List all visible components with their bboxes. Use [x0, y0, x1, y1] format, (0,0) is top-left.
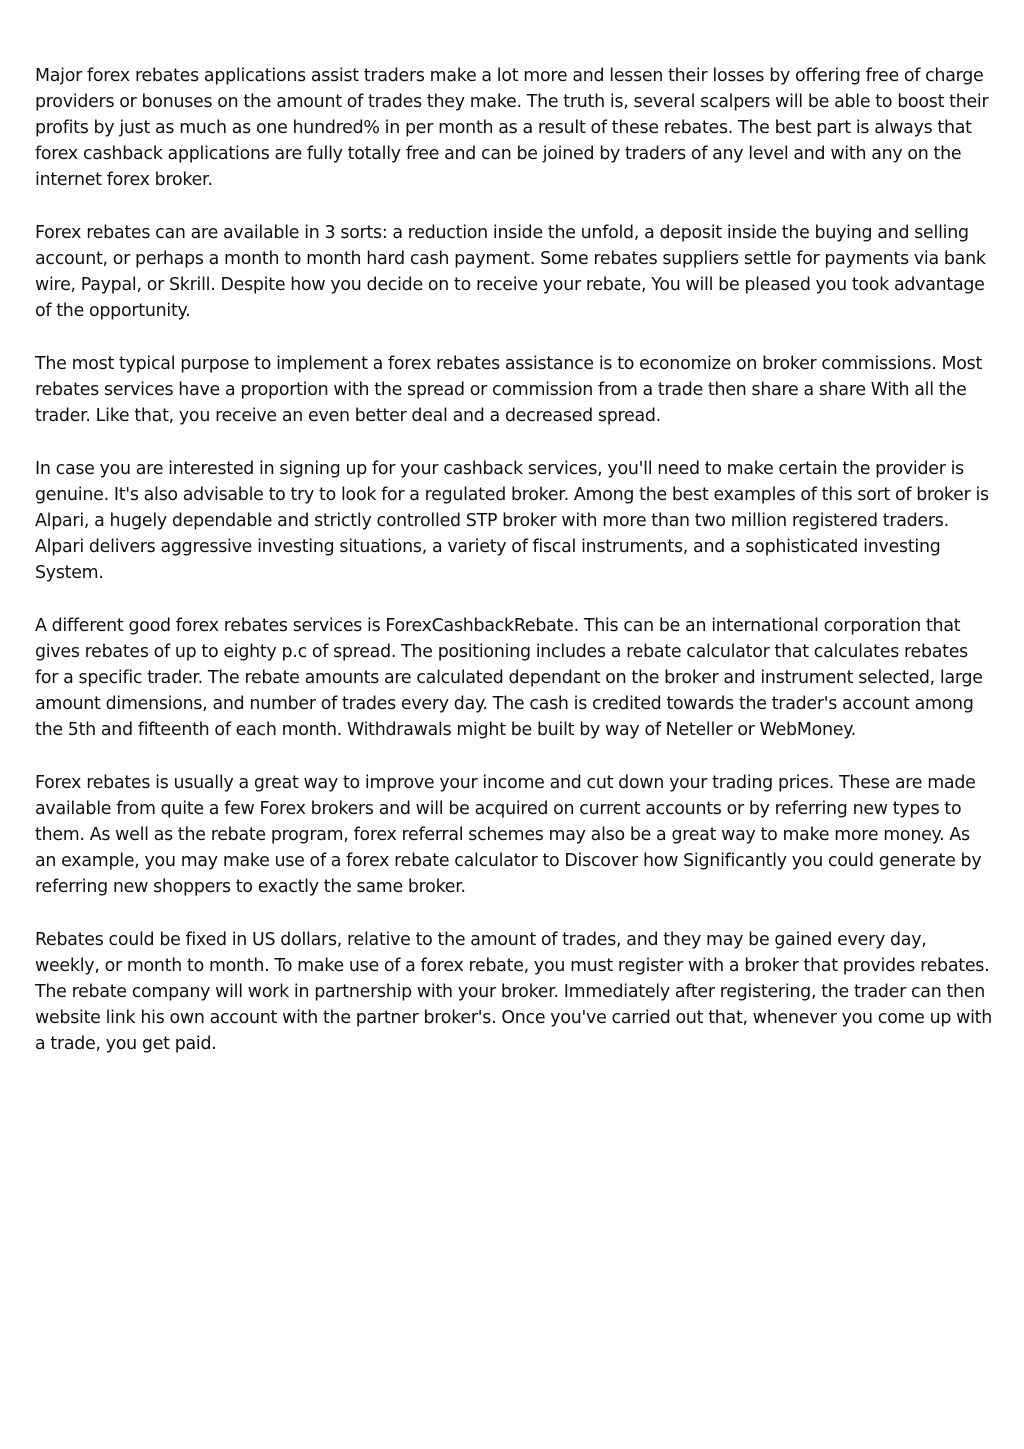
paragraph: Rebates could be fixed in US dollars, relative to the amount of trades, and they may be gained every day, weekly, or month to month. To make use of a forex rebate, you must register with a broker that provides rebates. The rebate company will work in partnership with your broker. Immediately after registering, the trader can then website link his own account with the partner broker's. Once you've carried out that, whenever you come up with a trade, you get paid.	[35, 930, 993, 1054]
paragraph: Major forex rebates applications assist traders make a lot more and lessen their losses by offering free of charge providers or bonuses on the amount of trades they make. The truth is, several scalpers will be able to boost their profits by just as much as one hundred% in per month as a result of these rebates. The best part is always that forex cashback applications are fully totally free and can be joined by traders of any level and with any on the internet forex broker.	[35, 66, 989, 190]
paragraph: Forex rebates is usually a great way to improve your income and cut down your trading prices. These are made available from quite a few Forex brokers and will be acquired on current accounts or by referring new types to them. As well as the rebate program, forex referral schemes may also be a great way to make more money. As an example, you may make use of a forex rebate calculator to Discover how Significantly you could generate by referring new shoppers to exactly the same broker.	[35, 773, 982, 897]
paragraph: The most typical purpose to implement a forex rebates assistance is to economize on broker commissions. Most rebates services have a proportion with the spread or commission from a trade then share a share With all the trader. Like that, you receive an even better deal and a decreased spread.	[35, 354, 983, 426]
paragraph: A different good forex rebates services is ForexCashbackRebate. This can be an international corporation that gives rebates of up to eighty p.c of spread. The positioning includes a rebate calculator that calculates rebates for a specific trader. The rebate amounts are calculated dependant on the broker and instrument selected, large amount dimensions, and number of trades every day. The cash is credited towards the trader's account among the 5th and fifteenth of each month. Withdrawals might be built by way of Neteller or WebMoney.	[35, 616, 983, 740]
document-body	[35, 63, 995, 1084]
paragraph: Forex rebates can are available in 3 sorts: a reduction inside the unfold, a deposit inside the buying and selling account, or perhaps a month to month hard cash payment. Some rebates suppliers settle for payments via bank wire, Paypal, or Skrill. Despite how you decide on to receive your rebate, You will be pleased you took advantage of the opportunity.	[35, 223, 986, 321]
paragraph: In case you are interested in signing up for your cashback services, you'll need to make certain the provider is genuine. It's also advisable to try to look for a regulated broker. Among the best examples of this sort of broker is Alpari, a hugely dependable and strictly controlled STP broker with more than two million registered traders. Alpari delivers aggressive investing situations, a variety of fiscal instruments, and a sophisticated investing System.	[35, 459, 989, 583]
